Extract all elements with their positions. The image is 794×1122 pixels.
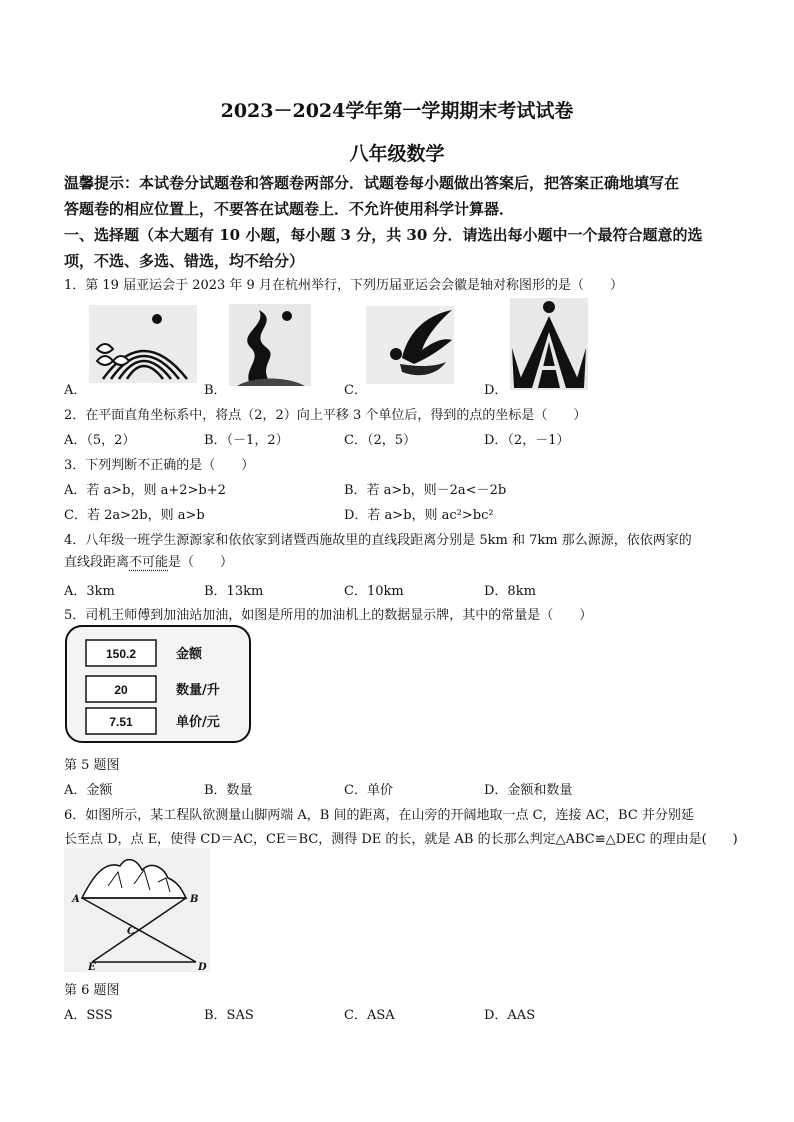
q2-option-d: D．（2，－1） xyxy=(484,433,570,448)
display-price-value: 7.51 xyxy=(109,715,133,729)
q2-stem: 2．在平面直角坐标系中，将点（2，2）向上平移 3 个单位后，得到的点的坐标是（ ） xyxy=(64,408,587,423)
q5-fuel-display-figure xyxy=(64,624,252,744)
q3-option-a: A．若 a>b，则 a+2>b+2 xyxy=(64,483,226,498)
q5-stem: 5．司机王师傅到加油站加油，如图是所用的加油机上的数据显示牌，其中的常量是（ ） xyxy=(64,608,593,623)
q1-emblem-a-image xyxy=(89,305,197,383)
q6-option-d: D．AAS xyxy=(484,1008,536,1023)
q1-label-c: C． xyxy=(344,383,367,398)
display-quantity-value: 20 xyxy=(114,683,128,697)
q6-stem-line-1: 6．如图所示，某工程队欲测量山脚两端 A，B 间的距离，在山旁的开阔地取一点 C，连接 AC，BC 并分别延 xyxy=(64,808,694,823)
notice-line-2: 答题卷的相应位置上，不要答在试题卷上．不允许使用科学计算器． xyxy=(64,200,515,218)
display-amount-label: 金额 xyxy=(176,647,203,662)
q6-option-a: A．SSS xyxy=(64,1008,113,1023)
display-amount-value: 150.2 xyxy=(105,647,137,661)
q1-label-b: B． xyxy=(204,383,227,398)
q5-option-b: B．数量 xyxy=(204,783,253,798)
notice-line-1: 温馨提示：本试卷分试题卷和答题卷两部分．试题卷每小题做出答案后，把答案正确地填写在 xyxy=(64,174,680,192)
section-heading-line-1: 一、选择题（本大题有 10 小题，每小题 3 分，共 30 分．请选出每小题中一个最符合题意的选 xyxy=(64,226,703,244)
exam-subtitle: 八年级数学 xyxy=(349,143,445,165)
q3-stem: 3．下列判断不正确的是（ ） xyxy=(64,458,255,473)
q1-emblem-d-image xyxy=(510,298,588,390)
q4-stem-line-2 xyxy=(64,551,233,570)
sun-icon xyxy=(390,348,402,360)
q1-stem: 1．第 19 届亚运会于 2023 年 9 月在杭州举行，下列历届亚运会会徽是轴对称图形的是（ ） xyxy=(64,278,623,293)
q4-stem-line-1: 4．八年级一班学生源源家和依依家到诸暨西施故里的直线段距离分别是 5km 和 7km 那么源源，依依两家的 xyxy=(64,533,692,548)
q5-option-c: C．单价 xyxy=(344,783,393,798)
q4-option-c: C．10km xyxy=(344,584,404,599)
q3-option-b: B．若 a>b，则－2a<－2b xyxy=(344,483,507,498)
q4-option-d: D．8km xyxy=(484,584,536,599)
q1-label-a: A． xyxy=(64,383,87,398)
q3-option-c: C．若 2a>2b，则 a>b xyxy=(64,508,205,523)
q4-stem-line-2-pre: 直线段距离 xyxy=(64,555,130,570)
q4-option-a: A．3km xyxy=(64,584,115,599)
q4-stem-line-2-post: 是（ ） xyxy=(168,555,234,570)
display-price-label: 单价/元 xyxy=(176,715,220,730)
q6-caption: 第 6 题图 xyxy=(64,983,120,998)
q2-option-a: A．（5，2） xyxy=(64,433,136,448)
sun-icon xyxy=(543,301,555,313)
q3-option-d: D．若 a>b，则 ac²>bc² xyxy=(344,508,494,523)
q4-emphasis: 不可能 xyxy=(129,555,169,570)
q1-label-d: D． xyxy=(484,383,508,398)
q6-mountain-figure xyxy=(64,848,210,972)
sun-icon xyxy=(282,311,292,321)
q5-option-a: A．金额 xyxy=(64,783,113,798)
point-c-label: C xyxy=(127,926,135,937)
q1-emblem-c-image xyxy=(366,306,454,384)
q6-option-b: B．SAS xyxy=(204,1008,254,1023)
q6-stem-line-2: 长至点 D，点 E，使得 CD＝AC，CE＝BC，测得 DE 的长，就是 AB 的长那么判定△ABC≌△DEC 的理由是( ) xyxy=(64,832,738,847)
q2-option-c: C．（2，5） xyxy=(344,433,416,448)
q5-option-d: D．金额和数量 xyxy=(484,783,573,798)
point-a-label: A xyxy=(72,894,80,905)
exam-title: 2023－2024学年第一学期期末考试试卷 xyxy=(220,100,574,122)
point-d-label: D xyxy=(198,962,207,972)
q5-caption: 第 5 题图 xyxy=(64,758,120,773)
q4-option-b: B．13km xyxy=(204,584,264,599)
point-b-label: B xyxy=(190,894,199,905)
q2-option-b: B．（－1，2） xyxy=(204,433,289,448)
q6-option-c: C．ASA xyxy=(344,1008,395,1023)
q1-emblem-b-image xyxy=(229,304,311,386)
section-heading-line-2: 项，不选、多选、错选，均不给分） xyxy=(64,252,305,270)
sun-icon xyxy=(152,314,162,324)
point-e-label: E xyxy=(88,962,96,972)
display-quantity-label: 数量/升 xyxy=(176,683,220,698)
